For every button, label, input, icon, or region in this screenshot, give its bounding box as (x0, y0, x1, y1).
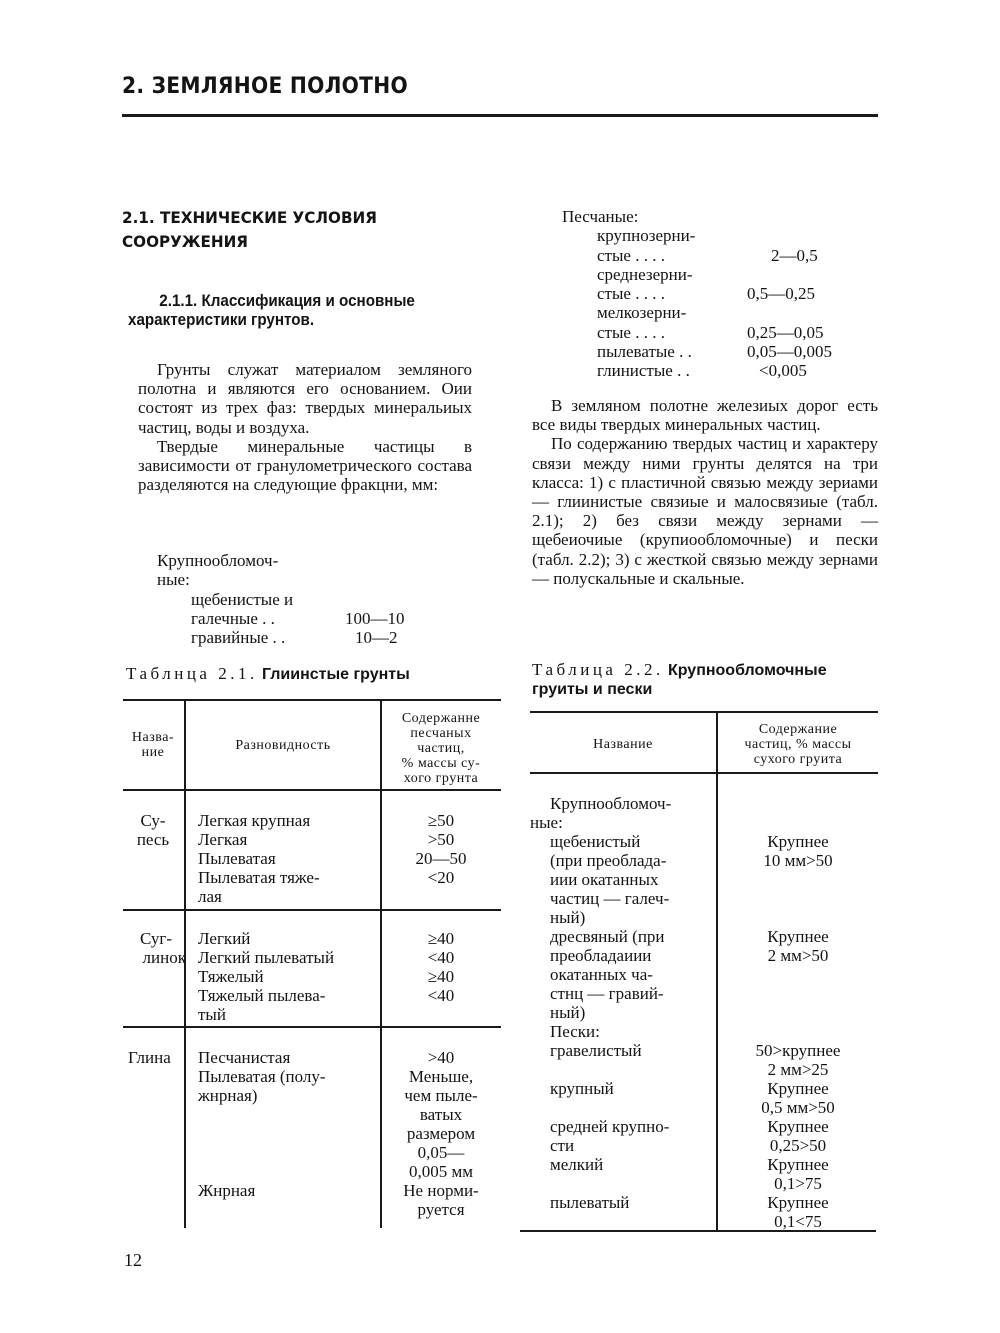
table1-row-values: ≥40 <40 ≥40 <40 (427, 929, 455, 1005)
table1-top-rule (123, 699, 501, 701)
table2-row-name: Пески: гравелистый крупный средней крупно- сти мелкий пылеватый (550, 1022, 670, 1212)
table1-row-name: Глина (128, 1048, 171, 1067)
table1-row-values: ≥50 >50 20—50 <20 (415, 811, 467, 887)
chapter-title: 2. ЗЕМЛЯНОЕ ПОЛОТНО (122, 74, 408, 99)
table2-content-column: Крупнее 10 мм>50 Крупнее 2 мм>50 50>крупнее 2 мм>25 Крупнее 0,5 мм>50 Крупнее 0,25>50 Крупнее 0,1>75 Крупнее 0,1<75 (755, 832, 841, 1231)
paragraph: По содержанию твердых частиц и характеру связи между ними грунты делятся на три класса: 1) с пластичной связью между зериами — глиинистые связиые и малосвязиые (табл. 2.1); 2) без связи между зернами — щебеиочиые (крупиообломочные) и пески (табл. 2.2); 3) с жесткой связью между зернами — полускальные и скальные. (532, 434, 878, 588)
page-number: 12 (124, 1250, 142, 1270)
table2-row-name: Крупнообломоч- (550, 794, 672, 813)
table2-header-content: Содержание частиц, % массы сухого груита (744, 722, 852, 767)
table1-header-rule (123, 789, 501, 791)
section-title-line2: СООРУЖЕНИЯ (122, 232, 248, 251)
fraction-value: <0,005 (759, 361, 807, 381)
fraction-item: щебенистые и галечные . . 100—10 (191, 589, 405, 628)
table1-header-variety: Разновидность (235, 738, 331, 753)
fraction-item: глинистые . . <0,005 (597, 361, 807, 381)
fraction-item: среднезерни- стые . . . . 0,5—0,25 (597, 264, 815, 304)
table2-row-name: щебенистый (при преоблада- иии окатанных частиц — галеч- ный) (550, 832, 670, 927)
subsection-title-line2: характеристики грунтов. (128, 311, 315, 329)
fraction-item: крупнозерни- стые . . . . 2—0,5 (597, 226, 818, 265)
left-body-text (138, 360, 472, 494)
table2-caption-title: Крупнообломочные (667, 662, 827, 679)
table1-row-varieties: Легкий Легкий пылеватый Тяжелый Тяжелый пылева- тый (198, 929, 335, 1024)
table1-group-rule (123, 1026, 501, 1028)
paragraph: Твердые минеральные частицы в зависимости от гранулометрического состава разделяются на следующие фракцни, мм: (138, 436, 472, 495)
table2-header-rule (530, 772, 878, 774)
table1-group-rule (123, 909, 501, 911)
subsection-heading (128, 292, 445, 330)
table1-caption (126, 664, 410, 684)
section-title-line1: 2.1. ТЕХНИЧЕСКИЕ УСЛОВИЯ (122, 208, 377, 227)
section-title (122, 206, 377, 254)
table1-header-name: Назва- ние (131, 730, 175, 760)
subsection-title-line1: Классификация и основные (201, 292, 415, 310)
table2-top-rule (530, 711, 878, 713)
fractions-list-coarse (157, 551, 457, 651)
fraction-value: 0,25—0,05 (747, 322, 824, 342)
fraction-item: гравийные . . 10—2 (191, 628, 398, 648)
fraction-item: мелкозерни- стые . . . . 0,25—0,05 (597, 303, 824, 342)
table2-caption-title-line2: груиты и пески (532, 681, 653, 698)
paragraph: Грунты служат материалом земляного полотна и являются его основанием. Оии состоят из трех фаз: твердых минеральиых частиц, воды и воздуха. (138, 360, 472, 437)
fraction-group-label: Песчаные: (562, 207, 639, 226)
fraction-value: 0,5—0,25 (747, 284, 815, 304)
fraction-item: пылеватые . . 0,05—0,005 (597, 342, 832, 362)
table2-caption (532, 660, 882, 699)
paragraph: В земляном полотне железиых дорог есть все виды твердых минеральных частиц. (532, 396, 878, 435)
table1-row-varieties: Легкая крупная Легкая Пылеватая Пылеватая тяже- лая (198, 811, 320, 906)
fraction-value: 10—2 (355, 628, 398, 648)
table1-header-content: Содержанне песчаных частиц, % массы су- хого грунта (401, 711, 481, 786)
table2-header-name: Название (593, 737, 653, 752)
right-body-text (532, 396, 878, 588)
table1-row-varieties: Песчанистая Пылеватая (полу- жнрная) Жнрная (198, 1048, 326, 1200)
table2-row-name: дресвяный (при преобладаиии окатанных ча- стнц — гравий- ный) (550, 927, 665, 1022)
table1-caption-title: Глиинстые грунты (261, 666, 410, 683)
fraction-value: 2—0,5 (771, 245, 818, 265)
fractions-list-sandy (562, 207, 882, 381)
chapter-rule (122, 114, 878, 117)
table1-caption-prefix: Таблнца 2.1. (126, 664, 258, 683)
fraction-group-label: ные: (157, 570, 190, 590)
table2-caption-prefix: Таблица 2.2. (532, 660, 664, 679)
fraction-group-label: Крупнообломоч- (157, 551, 279, 570)
fraction-value: 0,05—0,005 (747, 342, 832, 362)
table1-row-name: Су- песь (136, 811, 170, 849)
fraction-value: 100—10 (345, 608, 405, 628)
table2-name-column: Крупнообломоч- ные: щебенистый (при преоблада- иии окатанных частиц — галеч- ный) дресвяный (при преобладаиии окатанных ча- стнц — гравий- ный) Пески: гравелистый крупный средней крупно- сти мелкий пылеватый (530, 794, 714, 1212)
table1-row-values: >40 Меньше, чем пыле- ватых размером 0,05— 0,005 мм Не норми- руется (403, 1048, 479, 1219)
subsection-number: 2.1.1. (159, 292, 198, 310)
table1-row-name: Суг- линок (139, 929, 186, 967)
